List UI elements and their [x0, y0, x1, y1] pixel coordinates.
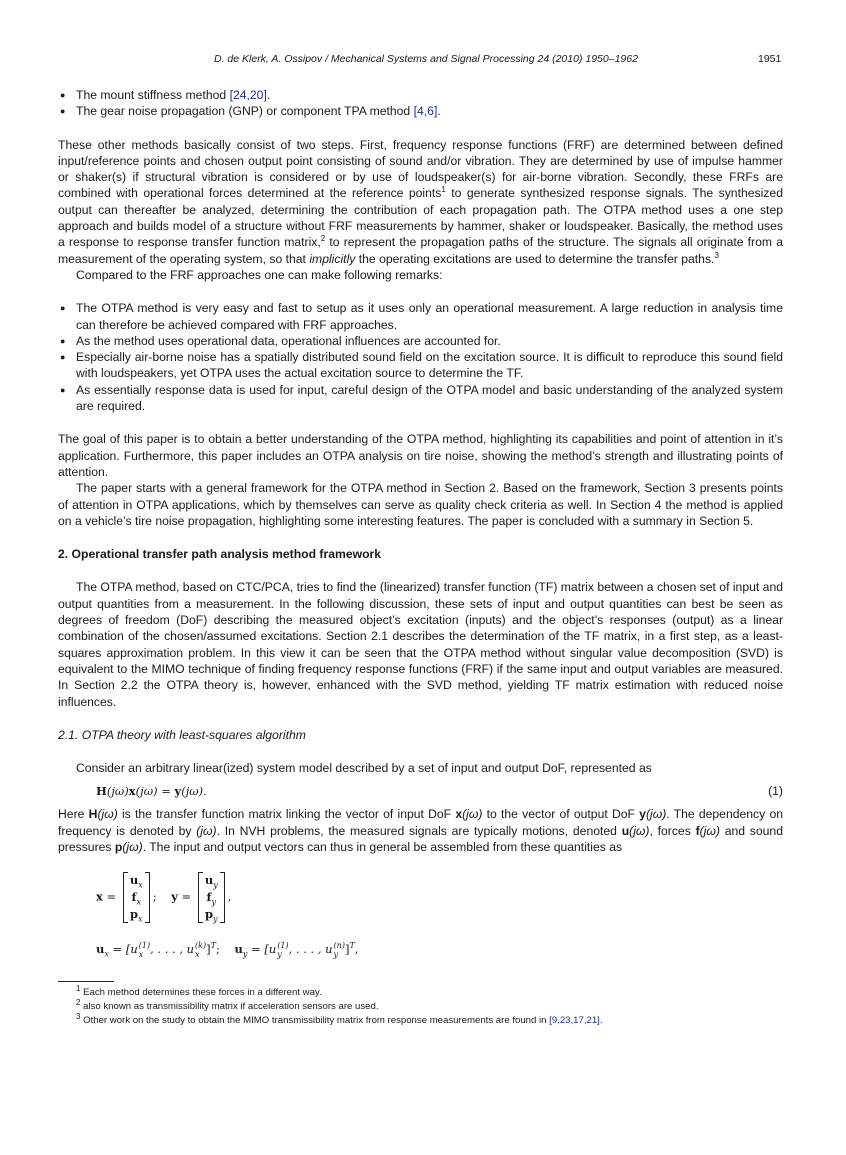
sup-sub-stack	[334, 941, 345, 959]
citation-link[interactable]: [4,6]	[413, 104, 438, 119]
sym: f	[695, 823, 700, 838]
sym: =	[177, 889, 195, 904]
citation-link[interactable]: [24,20]	[229, 88, 267, 102]
footnote-number: 2	[76, 998, 81, 1008]
sym: x	[138, 950, 144, 960]
sym: (jω)	[106, 784, 129, 799]
footnote-2	[76, 1000, 783, 1014]
footnotes	[76, 986, 783, 1028]
paragraph-goal	[58, 431, 783, 529]
sym: u	[234, 942, 243, 957]
sym: x	[138, 880, 143, 890]
sym: y	[213, 880, 218, 890]
sym: (n)	[333, 941, 345, 951]
paragraph-vectors	[58, 806, 783, 855]
sup-sub-stack	[195, 941, 206, 959]
sym: x	[128, 784, 136, 799]
sym: y	[242, 949, 248, 959]
footnote-number: 3	[76, 1012, 81, 1022]
sym: H	[96, 784, 107, 799]
sym: f	[206, 890, 212, 905]
sym: u	[129, 873, 139, 888]
sym: ;	[152, 889, 157, 904]
text: Here	[58, 807, 89, 822]
footnote-3	[76, 1014, 783, 1028]
list-item	[58, 87, 783, 103]
section-heading: 2. Operational transfer path analysis method framework	[58, 547, 382, 562]
text: . The dependency on frequency is denoted by	[58, 807, 784, 838]
text: The paper starts with a general framework for the OTPA method in Section 2. Based on the framework, Section 3 presents points of attention in OTPA applications, which by themselves can serve as quality check criteria as well. In Section 4 the method is applied on a vehicle’s tire noise propagation, highlighting some interesting features. The paper is concluded with a summary in Section 5.	[58, 481, 783, 528]
page-body	[58, 87, 783, 1028]
remarks-list	[58, 300, 783, 414]
footnote-text: also known as transmissibility matrix if acceleration sensors are used.	[83, 1001, 379, 1013]
sym: y	[211, 897, 217, 907]
sym: x	[136, 897, 141, 907]
footnote-ref[interactable]: 2	[320, 234, 326, 244]
list-item: ● As the method uses operational data, operational influences are accounted for.	[58, 333, 783, 349]
vector-x	[123, 872, 150, 923]
running-title: D. de Klerk, A. Ossipov / Mechanical Systems and Signal Processing 24 (2010) 1950–1962	[214, 53, 638, 65]
emphasis: implicitly	[309, 251, 356, 266]
text: These other methods basically consist of two steps. First, frequency response functions (FRF) are determined between defined input/reference points and chosen output point consisting of sound and/or vibration. They are determined by use of impulse hammer or shaker(s) if structural vibration is considered or by use of loudspeaker(s) for air-borne vibration. Secondly, these FRFs are combined with operational forces determined at the reference points	[58, 137, 783, 201]
text: , forces	[649, 823, 696, 838]
sym: x	[138, 914, 143, 924]
paragraph-remarks: Compared to the FRF approaches one can make following remarks:	[76, 267, 443, 282]
text: and sound pressures	[58, 823, 783, 854]
footnote-text: .	[599, 1015, 603, 1027]
equation-number: (1)	[768, 784, 783, 799]
sym: x	[195, 950, 200, 960]
text: to represent the propagation paths of the structure. The signals all originate from a measurement of the operating system, so that	[58, 235, 783, 266]
paragraph-intro: Consider an arbitrary linear(ized) system model described by a set of input and output DoF, represented as	[76, 761, 652, 776]
list-item: ● Especially air-borne noise has a spatially distributed sound field on the excitation source. It is difficult to reproduce this sound field with loudspeakers, yet OTPA uses the actual excitation source to determine the TF.	[58, 349, 783, 382]
list-item: ● As essentially response data is used for input, careful design of the OTPA model and basic understanding of the analyzed system are required.	[58, 382, 783, 415]
sym: p	[129, 907, 139, 922]
sym: , . . . , u	[150, 942, 195, 957]
vector-y	[198, 872, 225, 923]
text: to the vector of output DoF	[482, 807, 640, 822]
footnote-ref[interactable]: 1	[441, 185, 446, 195]
sym: x	[104, 949, 109, 959]
equation-1	[96, 782, 783, 800]
sym: , . . . , u	[288, 942, 333, 957]
sym: (jω)	[97, 807, 118, 822]
text: . In NVH problems, the measured signals are typically motions, denoted	[216, 823, 622, 838]
sym: f	[131, 890, 137, 905]
text: The goal of this paper is to obtain a better understanding of the OTPA method, highlighting its capabilities and point of attention in it’s application. Furthermore, this paper includes an OTPA analysis on tire noise, showing the method’s strength and illustrating points of attention.	[58, 432, 783, 479]
sym: y	[333, 950, 339, 960]
footnote-ref[interactable]: 3	[714, 250, 719, 260]
equation-vectors	[96, 872, 783, 923]
subsection-heading: 2.1. OTPA theory with least-squares algorithm	[58, 727, 306, 742]
sym: y	[213, 914, 218, 924]
item-text: .	[437, 104, 441, 119]
sym: (jω)	[699, 823, 720, 838]
item-text: The gear noise propagation (GNP) or component TPA method	[76, 104, 414, 119]
text: . The input and output vectors can thus in general be assembled from these quantities as	[142, 839, 623, 854]
sym: ;	[215, 942, 220, 957]
methods-list	[58, 87, 783, 120]
sym: =	[102, 889, 120, 904]
item-text: The mount stiffness method	[76, 88, 230, 102]
sym: T	[349, 941, 355, 951]
sym: = [u	[108, 942, 138, 957]
sym: ,	[227, 889, 232, 904]
sym: T	[210, 941, 216, 951]
running-header	[0, 0, 846, 72]
sym: y	[171, 889, 178, 904]
sym: u	[204, 873, 214, 888]
page-number: 1951	[758, 53, 782, 65]
sym: (1)	[277, 941, 289, 951]
sym: (jω)	[181, 784, 204, 799]
sym: .	[203, 784, 207, 799]
sym: (jω)	[122, 839, 143, 854]
sym: H	[88, 807, 98, 822]
sym: (jω)	[196, 823, 217, 838]
sym: (jω)	[629, 823, 650, 838]
footnote-text: Each method determines these forces in a different way.	[83, 987, 322, 999]
sym: (jω)	[135, 784, 158, 799]
list-item: ● The OTPA method is very easy and fast to setup as it uses only an operational measurement. A large reduction in analysis time can therefore be achieved compared with FRF approaches.	[58, 300, 783, 333]
sym: y	[639, 807, 646, 822]
footnote-text: Other work on the study to obtain the MIMO transmissibility matrix from response measurements are found in	[83, 1015, 550, 1027]
sym: (jω)	[462, 807, 483, 822]
sym: (jω)	[645, 807, 667, 822]
paragraph-other-methods	[58, 137, 783, 284]
list-item	[58, 103, 783, 119]
text: the operating excitations are used to determine the transfer paths.	[355, 251, 715, 266]
text: to generate synthesized response signals. The synthesized output can thereafter be analyzed, determining the contribution of each propagation path. The OTPA method uses a one step approach and builds model of a structure without FRF measurements by hammer, shaker or loudspeaker. Basically, the method uses a response to response transfer function matrix,	[58, 186, 783, 250]
sup-sub-stack	[139, 941, 150, 959]
sym: u	[96, 942, 105, 957]
sym: u	[621, 823, 630, 838]
sym: p	[114, 839, 123, 854]
sym: x	[455, 807, 463, 822]
sup-sub-stack	[277, 941, 288, 959]
sym: x	[96, 889, 103, 904]
sym: (1)	[138, 941, 151, 951]
footnote-1	[76, 986, 783, 1000]
paragraph-framework: The OTPA method, based on CTC/PCA, tries to find the (linearized) transfer function (TF) matrix between a chosen set of input and output quantities from a measurement. In the following discussion, these sets of input and output quantities can best be seen as degrees of freedom (DoF) describing the measured object’s excitation (inputs) and the object’s responses (output) as a linear combination of the chosen/assumed excitations. Section 2.1 describes the determination of the TF matrix, in a first step, as a least-squares approximation problem. In this view it can be seen that the OTPA method without singular value decomposition (SVD) is equivalent to the MIMO technique of finding frequency response functions (FRF) if the same input and output variables are measured. In Section 2.2 the OTPA theory is, however, enhanced with the SVD method, yielding TF matrix estimation with reduced noise influences.	[58, 580, 783, 709]
sym: (k)	[195, 941, 207, 951]
footnote-number: 1	[76, 984, 81, 994]
footnote-divider	[58, 981, 114, 982]
sym: = [u	[247, 942, 277, 957]
text: is the transfer function matrix linking the vector of input DoF	[117, 807, 456, 822]
sym: y	[277, 950, 282, 960]
sym: ,	[354, 942, 359, 957]
equation-displacements: $u_x = [u$ (1) x , . . . , u (k) x ]$^T$; $u_y = [u$ (1) y , . . . , u (n) y ]$^T$,	[96, 941, 359, 960]
sym: p	[205, 907, 214, 922]
citation-link[interactable]: [9,23,17,21]	[549, 1015, 600, 1027]
sym: =	[157, 784, 175, 799]
sym: y	[174, 784, 182, 799]
item-text: .	[266, 88, 271, 102]
